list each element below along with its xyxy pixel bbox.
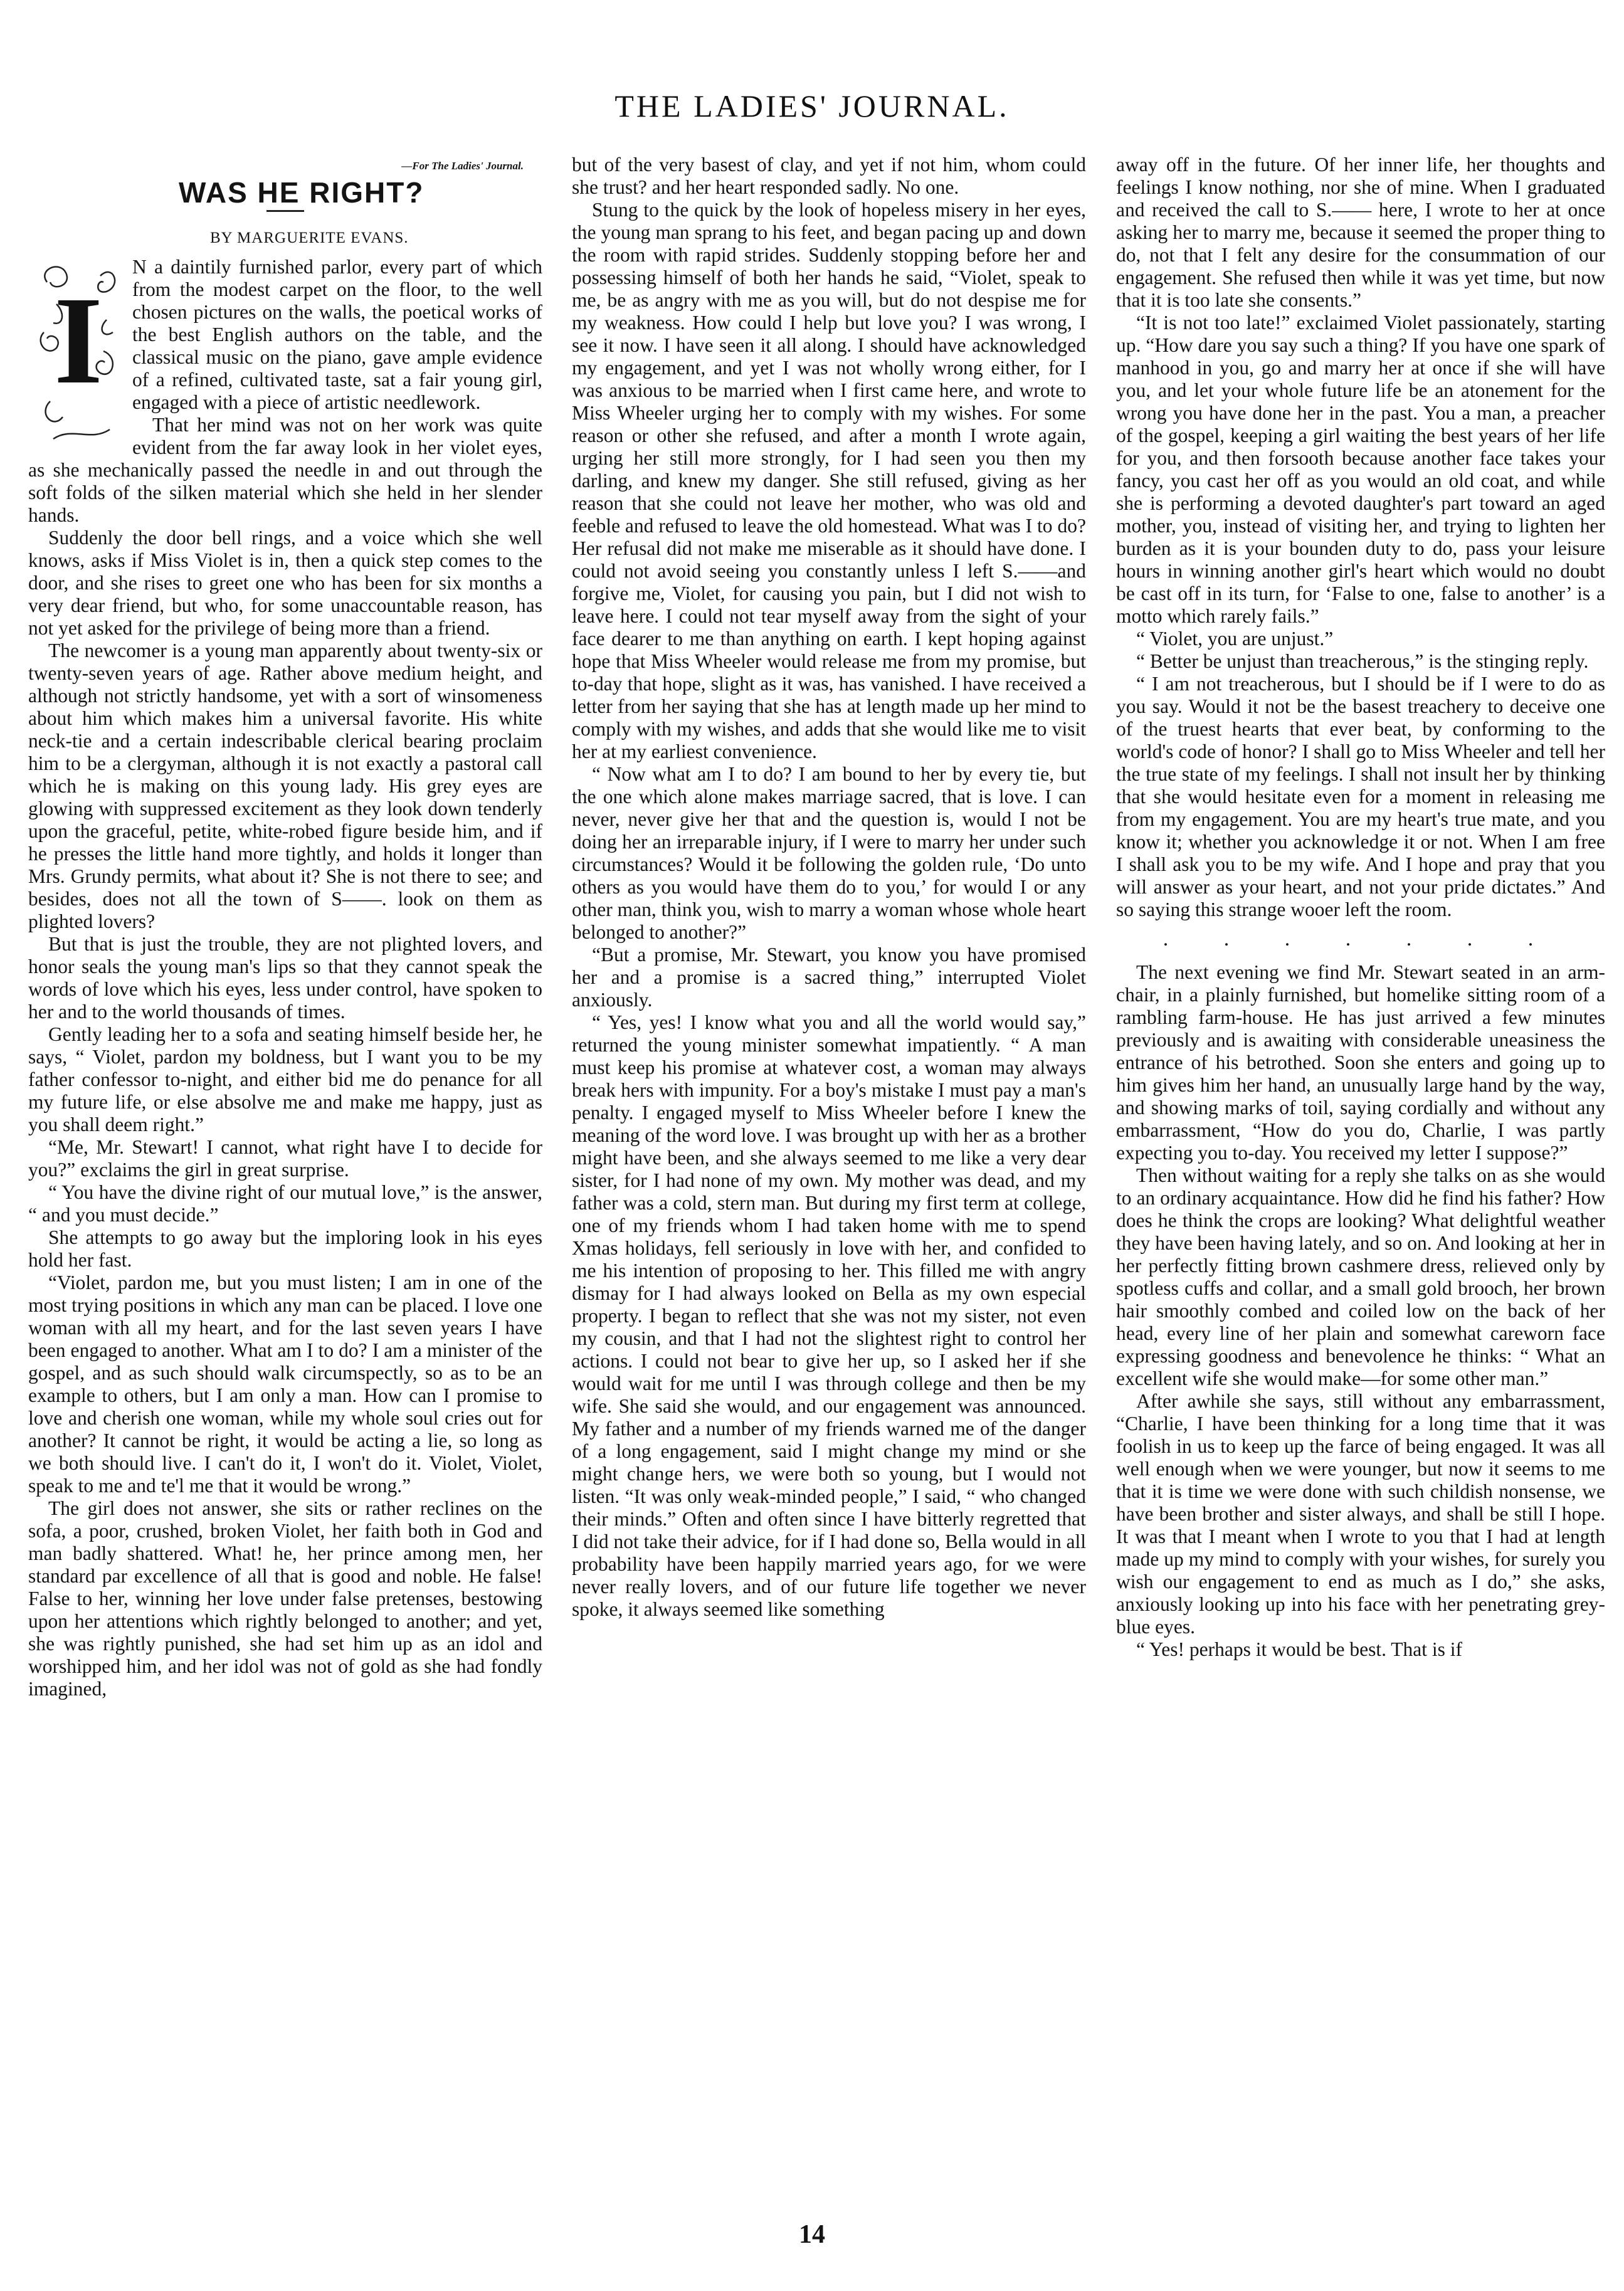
paragraph: Suddenly the door bell rings, and a voice which she well knows, asks if Miss Violet is in, then a quick step comes to the door, and she rises to greet one who has been for six months a very dear friend, but who, for some unaccountable reason, has not yet asked for the privilege of being more than a friend. bbox=[28, 527, 542, 639]
paragraph: Stung to the quick by the look of hopeless misery in her eyes, the young man sprang to his feet, and began pacing up and down the room with rapid strides. Suddenly stopping before her and possessing himself of both her hands he said, “Violet, speak to me, be as angry with me as you will, but do not despise me for my weakness. How could I help but love you? I was wrong, I see it now. I have seen it all along. I should have acknowledged my engagement, and yet I was not wholly wrong either, for I was anxious to be married when I first came here, and wrote to Miss Wheeler urging her to comply with my wishes. For some reason or other she refused, and after a month I wrote again, urging her still more strongly, for I had seen you then my darling, and knew my danger. She still refused, giving as her reason that she could not leave her mother, who was old and feeble and refused to leave the old homestead. What was I to do? Her refusal did not make me miserable as it should have done. I could not avoid seeing you constantly unless I left S.——and forgive me, Violet, for causing you pain, but I did not wish to leave here. I could not tear myself away from the sight of your face dearer to me than anything on earth. I kept hoping against hope that Miss Wheeler would release me from my promise, but to-day that hope, slight as it was, has vanished. I have received a letter from her saying that she has at length made up her mind to comply with my wishes, and adds that she would like me to visit her at my earliest convenience. bbox=[572, 199, 1086, 762]
title-rule bbox=[266, 210, 304, 212]
paragraph: N a daintily furnished parlor, every part of which from the modest carpet on the floor, to the well chosen pictures on the walls, the poetical works of the best English authors on the table, and the classical music on the piano, gave ample evidence of a refined, cultivated taste, sat a fair young girl, engaged with a piece of artistic needlework. bbox=[132, 256, 542, 413]
paragraph: After awhile she says, still without any embarrassment, “Charlie, I have been thinking for a long time that it was foolish in us to keep up the farce of being engaged. It was all well enough when we were younger, but now it seems to me that it is time we were done with such childish nonsense, we have been brother and sister always, and shall be still I hope. It was that I meant when I wrote to you that I had at length made up my mind to comply with your wishes, for surely you wish our engagement to end as much as I do,” she asks, anxiously looking up into his face with her penetrating grey-blue eyes. bbox=[1116, 1390, 1605, 1638]
paragraph: Gently leading her to a sofa and seating himself beside her, he says, “ Violet, pardon my boldness, but I want you to be my father confessor to-night, and either bid me do penance for all my future life, or else absolve me and make me happy, just as you shall deem right.” bbox=[28, 1023, 542, 1135]
article-title: WAS HE RIGHT? bbox=[179, 176, 424, 209]
paragraph: but of the very basest of clay, and yet if not him, whom could she trust? and her heart responded sadly. No one. bbox=[572, 154, 1086, 198]
paragraph: “ You have the divine right of our mutual love,” is the answer, “ and you must decide.” bbox=[28, 1181, 542, 1226]
paragraph: That her mind was not on her work was quite evident from the far away look in her violet eyes, as she mechanically passed the needle in and out through the soft folds of the silken material which she held in her slender hands. bbox=[28, 414, 542, 526]
paragraph: “Me, Mr. Stewart! I cannot, what right have I to decide for you?” exclaims the girl in great surprise. bbox=[28, 1136, 542, 1181]
paragraph: “It is not too late!” exclaimed Violet passionately, starting up. “How dare you say such a thing? If you have one spark of manhood in you, go and marry her at once if she will have you, and let your whole future life be an atonement for the wrong you have done her in the past. You a man, a preacher of the gospel, keeping a girl waiting the best years of her life for you, and then forsooth because another face takes your fancy, you cast her off as you would an old coat, and while she is performing a devoted daughter's part toward an aged mother, you, instead of visiting her, and trying to lighten her burden as it is your bounden duty to do, pass your leisure hours in winning another girl's heart which would no doubt be cast off in its turn, for ‘False to one, false to another’ is a motto which rarely fails.” bbox=[1116, 312, 1605, 627]
paragraph: “Violet, pardon me, but you must listen; I am in one of the most trying positions in which any man can be placed. I love one woman with all my heart, and for the last seven years I have been engaged to another. What am I to do? I am a minister of the gospel, and as such should walk circumspectly, so as to be an example to others, but I am only a man. How can I promise to love and cherish one woman, while my whole soul cries out for another? It cannot be right, it would be acting a lie, so long as we both should live. I can't do it, I won't do it. Violet, Violet, speak to me and te'l me that it would be wrong.” bbox=[28, 1272, 542, 1497]
section-break: . . . . . . . bbox=[1163, 927, 1559, 951]
paragraph: But that is just the trouble, they are not plighted lovers, and honor seals the young man's lips so that they cannot speak the words of love which his eyes, less under control, have spoken to her and to the world thousands of times. bbox=[28, 933, 542, 1023]
paragraph: The girl does not answer, she sits or rather reclines on the sofa, a poor, crushed, broken Violet, her faith both in God and man badly shattered. What! he, her prince among men, her standard par excellence of all that is good and noble. He false! False to her, winning her love under false pretenses, bestowing upon her attentions which rightly belonged to another; and yet, she was rightly punished, she had set him up as an idol and worshipped him, and her idol was not of gold as she had fondly imagined, bbox=[28, 1497, 542, 1700]
article-byline: BY MARGUERITE EVANS. bbox=[210, 229, 409, 246]
page-number: 14 bbox=[799, 2220, 825, 2249]
paragraph: The newcomer is a young man apparently about twenty-six or twenty-seven years of age. Rather above medium height, and although not strictly handsome, yet with a sort of winsomeness about him which makes him a universal favorite. His white neck-tie and a certain indescribable clerical bearing proclaim him to be a clergyman, although it is not exactly a pastoral call which he is making on this young lady. His grey eyes are glowing with suppressed excitement as they look down tenderly upon the graceful, petite, white-robed figure beside him, and if he presses the little hand more tightly, and holds it longer than Mrs. Grundy permits, what about it? She is not there to see; and besides, does not all the town of S——. look on them as plighted lovers? bbox=[28, 640, 542, 932]
article-credit: —For The Ladies' Journal. bbox=[401, 160, 524, 172]
column-1 bbox=[28, 155, 542, 1700]
paragraph: “ Better be unjust than treacherous,” is the stinging reply. bbox=[1136, 650, 1589, 672]
paragraph: Then without waiting for a reply she talks on as she would to an ordinary acquaintance. How did he find his father? How does he think the crops are looking? What delightful weather they have been having lately, and so on. And looking at her in her perfectly fitting brown cashmere dress, relieved only by spotless cuffs and collar, and a small gold brooch, her brown hair smoothly combed and coiled low on the back of her head, every line of her plain and somewhat careworn face expressing goodness and benevolence he thinks: “ What an excellent wife she would make—for some other man.” bbox=[1116, 1164, 1605, 1389]
paragraph: “ Yes, yes! I know what you and all the world would say,” returned the young minister somewhat impatiently. “ A man must keep his promise at whatever cost, a woman may always break hers with impunity. For a boy's mistake I must pay a man's penalty. I engaged myself to Miss Wheeler before I knew the meaning of the word love. I was brought up with her as a brother might have been, and she always seemed to me like a very dear sister, for I had none of my own. My mother was dead, and my father was a cold, stern man. But during my first term at college, one of my friends whom I had taken home with me to spend Xmas holidays, fell seriously in love with her, and confided to me his intention of proposing to her. This filled me with angry dismay for I had always looked on Bella as my own especial property. I began to reflect that she was not my sister, not even my cousin, and that I had not the slightest right to control her actions. I could not bear to give her up, so I asked her if she would wait for me until I was through college and then be my wife. She said she would, and our engagement was announced. My father and a number of my friends warned me of the danger of a long engagement, said I might change my mind or she might change hers, we were both so young, but I would not listen. “It was only weak-minded people,” I said, “ who changed their minds.” Often and often since I have bitterly regretted that I did not take their advice, for if I had done so, Bella would in all probability have been happily married years ago, for we were never really lovers, and of our future life together we never spoke, it always seemed like something bbox=[572, 1011, 1086, 1620]
masthead: THE LADIES' JOURNAL. bbox=[614, 88, 1010, 124]
paragraph: She attempts to go away but the imploring look in his eyes hold her fast. bbox=[28, 1226, 542, 1271]
paragraph: “ I am not treacherous, but I should be if I were to do as you say. Would it not be the basest treachery to deceive one of the truest hearts that ever beat, by conforming to the world's code of honor? I shall go to Miss Wheeler and tell her the true state of my feelings. I shall not insult her by thinking that she would hesitate even for a moment in releasing me from my engagement. You are my heart's true mate, and you know it; whether you acknowledge it or not. When I am free I shall ask you to be my wife. And I hope and pray that you will answer as your heart, and not your pride dictates.” And so saying this strange wooer left the room. bbox=[1116, 673, 1605, 920]
column-2 bbox=[572, 154, 1086, 1621]
ornamental-dropcap bbox=[34, 257, 122, 445]
paragraph: away off in the future. Of her inner life, her thoughts and feelings I know nothing, nor she of mine. When I graduated and received the call to S.—— here, I wrote to her at once asking her to marry me, because it seemed the proper thing to do, not that I felt any desire for the consummation of our engagement. She refused then while it was yet time, but now that it is too late she consents.” bbox=[1116, 154, 1605, 311]
paragraph: The next evening we find Mr. Stewart seated in an arm-chair, in a plainly furnished, but homelike sitting room of a rambling farm-house. He has just arrived a few minutes previously and is awaiting with considerable uneasiness the entrance of his betrothed. Soon she enters and going up to him gives him her hand, an unusually large hand by the way, and showing marks of toil, saying cordially and without any embarrassment, “How do you do, Charlie, I was partly expecting you to-day. You received my letter I suppose?” bbox=[1116, 961, 1605, 1164]
paragraph: “ Now what am I to do? I am bound to her by every tie, but the one which alone makes marriage sacred, that is love. I can never, never give her that and the question is, would I not be doing her an irreparable injury, if I were to marry her under such circumstances? Would it be following the golden rule, ‘Do unto others as you would have them do to you,’ for would I or any other man, think you, wish to marry a woman whose whole heart belonged to another?” bbox=[572, 763, 1086, 943]
paragraph: “But a promise, Mr. Stewart, you know you have promised her and a promise is a sacred thing,” interrupted Violet anxiously. bbox=[572, 944, 1086, 1011]
column-3 bbox=[1116, 154, 1605, 1661]
dropcap-letter: I bbox=[54, 271, 103, 410]
paragraph: “ Violet, you are unjust.” bbox=[1136, 628, 1334, 650]
paragraph: “ Yes! perhaps it would be best. That is if bbox=[1136, 1638, 1462, 1660]
